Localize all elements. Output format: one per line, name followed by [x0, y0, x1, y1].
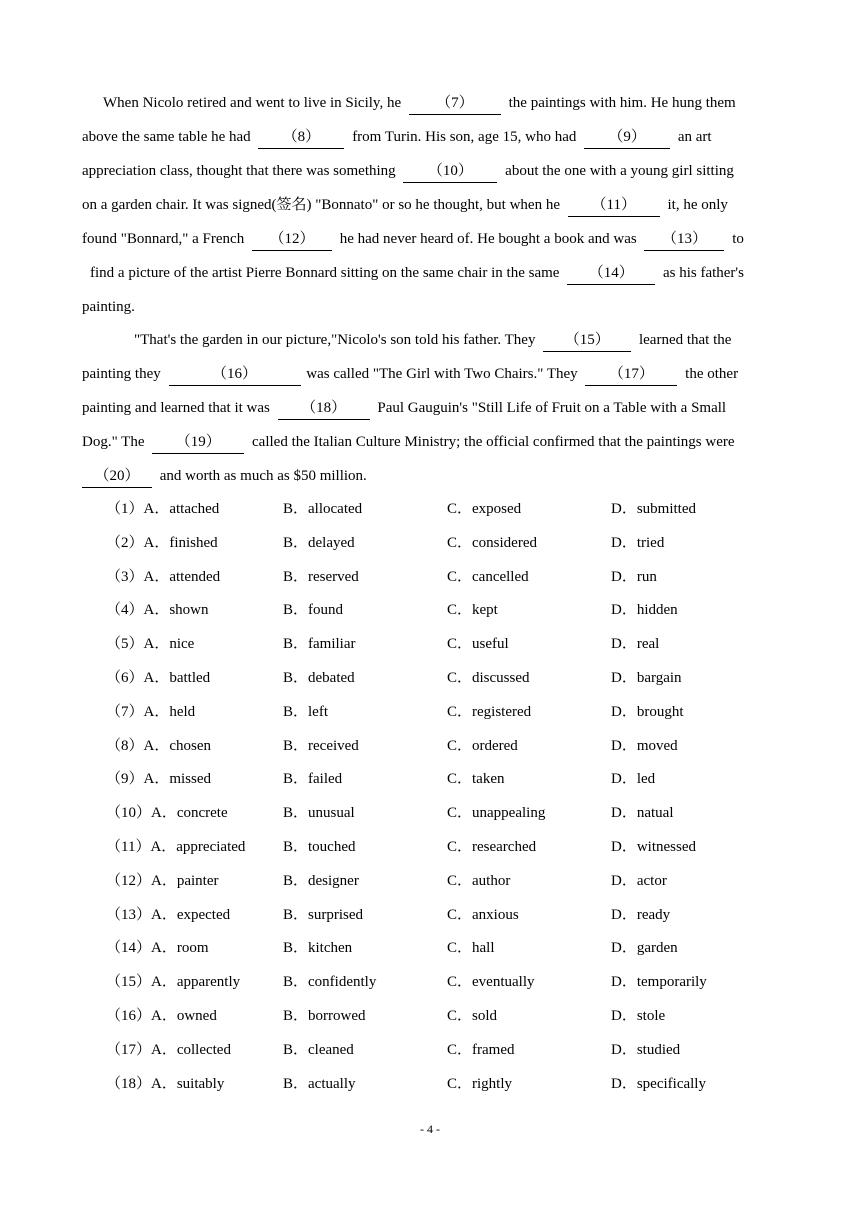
option-row [106, 695, 806, 729]
option-choice: B．delayed [283, 534, 355, 551]
blank-15: （15） [543, 329, 631, 352]
option-choice: B．allocated [283, 501, 363, 517]
passage-text: Paul Gauguin's "Still Life of Fruit on a Table with a Small [377, 400, 727, 416]
passage-text: he had never heard of. He bought a book and was [339, 231, 637, 247]
blank-18: （18） [278, 397, 370, 420]
option-choice: C．unappealing [447, 805, 546, 822]
option-choice: D．garden [611, 940, 678, 957]
passage-text: as his father's [662, 265, 744, 281]
option-choice: B．reserved [283, 568, 359, 585]
option-choice: B．familiar [283, 636, 356, 653]
passage-text: painting and learned that it was [82, 400, 270, 416]
blank-16: （16） [169, 363, 301, 386]
passage-text: and worth as much as $50 million. [159, 468, 367, 484]
passage-text: was called "The Girl with Two Chairs." They [306, 366, 578, 382]
option-choice: C．kept [447, 602, 498, 619]
option-choice: （12）A．painter [106, 872, 219, 889]
option-choice: D．hidden [611, 602, 678, 619]
option-choice: D．moved [611, 737, 678, 754]
option-choice: （4）A．shown [106, 602, 209, 619]
option-choice: （16）A．owned [106, 1008, 217, 1024]
option-choice: B．surprised [283, 906, 363, 923]
option-row [106, 931, 806, 965]
passage-line [82, 290, 782, 324]
passage-text: to [732, 231, 744, 247]
option-choice: B．received [283, 737, 359, 754]
option-choice: C．exposed [447, 501, 522, 517]
passage-text: find a picture of the artist Pierre Bonnard sitting on the same chair in the same [90, 265, 560, 281]
blank-19: （19） [152, 431, 244, 454]
blank-17: （17） [585, 363, 677, 386]
option-choice: C．author [447, 872, 511, 889]
option-choice: D．led [611, 771, 656, 788]
option-row [106, 492, 806, 526]
passage-line [82, 323, 834, 357]
passage-line [82, 188, 782, 222]
passage-line [82, 256, 790, 290]
option-row [106, 999, 806, 1033]
option-choice: C．useful [447, 636, 509, 653]
option-row [106, 661, 806, 695]
blank-13: （13） [644, 228, 724, 251]
option-choice: C．ordered [447, 737, 518, 754]
option-choice: B．borrowed [283, 1008, 366, 1024]
passage-text: When Nicolo retired and went to live in Sicily, he [103, 95, 402, 111]
option-choice: D．ready [611, 906, 671, 923]
option-choice: （11）A．appreciated [106, 839, 246, 855]
option-choice: D．submitted [611, 501, 696, 517]
option-choice: D．bargain [611, 670, 682, 686]
passage-text: from Turin. His son, age 15, who had [352, 129, 577, 145]
option-choice: C．sold [447, 1008, 498, 1024]
blank-10: （10） [403, 160, 497, 183]
option-choice: D．real [611, 636, 660, 653]
option-choice: B．failed [283, 771, 343, 788]
blank-11: （11） [568, 194, 660, 217]
option-choice: C．discussed [447, 670, 530, 686]
option-choice: D．stole [611, 1008, 666, 1024]
passage-text: appreciation class, thought that there was something [82, 163, 396, 179]
option-row [106, 1033, 806, 1067]
option-choice: C．framed [447, 1041, 515, 1058]
passage-line [82, 86, 803, 120]
passage-text: above the same table he had [82, 129, 251, 145]
option-row [106, 593, 806, 627]
passage-line [82, 391, 782, 425]
blank-7: （7） [409, 92, 501, 115]
option-choice: D．tried [611, 534, 665, 551]
passage-text: found "Bonnard," a French [82, 231, 245, 247]
passage-text: Dog." The [82, 434, 145, 450]
option-choice: B．actually [283, 1075, 356, 1092]
passage-line [82, 222, 782, 256]
passage-text: an art [677, 129, 712, 145]
blank-14: （14） [567, 262, 655, 285]
option-choice: （8）A．chosen [106, 737, 211, 754]
option-choice: B．kitchen [283, 940, 353, 957]
blank-12: （12） [252, 228, 332, 251]
option-choice: （15）A．apparently [106, 974, 241, 991]
option-row [106, 796, 806, 830]
option-choice: C．registered [447, 703, 532, 720]
option-row [106, 729, 806, 763]
passage-text: called the Italian Culture Ministry; the official confirmed that the paintings were [252, 434, 735, 450]
option-row [106, 898, 806, 932]
option-choice: D．witnessed [611, 839, 696, 855]
passage-line [82, 120, 782, 154]
option-row [106, 627, 806, 661]
option-choice: B．left [283, 703, 328, 720]
option-choice: （7）A．held [106, 703, 196, 720]
option-choice: B．confidently [283, 974, 377, 991]
option-choice: D．run [611, 568, 657, 585]
option-choice: （13）A．expected [106, 906, 231, 923]
option-choice: （6）A．battled [106, 670, 211, 686]
option-choice: C．hall [447, 940, 495, 957]
passage-line [82, 425, 782, 459]
option-choice: B．found [283, 602, 344, 619]
option-choice: （17）A．collected [106, 1041, 231, 1058]
option-choice: （14）A．room [106, 940, 209, 957]
option-choice: C．rightly [447, 1075, 513, 1092]
option-choice: C．anxious [447, 906, 519, 923]
option-choice: （2）A．finished [106, 534, 218, 551]
option-choice: B．cleaned [283, 1041, 354, 1058]
blank-9: （9） [584, 126, 670, 149]
passage-text: the other [685, 366, 739, 382]
option-choice: （10）A．concrete [106, 805, 228, 822]
option-choice: D．brought [611, 703, 684, 720]
option-row [106, 762, 806, 796]
option-choice: B．debated [283, 670, 355, 686]
passage-text: on a garden chair. It was signed(签名) "Bonnato" or so he thought, but when he [82, 197, 560, 213]
option-choice: （9）A．missed [106, 771, 212, 788]
option-choice: C．considered [447, 534, 537, 551]
option-choice: C．eventually [447, 974, 535, 991]
option-row [106, 526, 806, 560]
option-row [106, 1067, 806, 1101]
passage-line [82, 154, 782, 188]
option-choice: （5）A．nice [106, 636, 195, 653]
option-choice: C．researched [447, 839, 537, 855]
option-choice: B．touched [283, 839, 356, 855]
option-choice: （3）A．attended [106, 568, 221, 585]
passage-text: painting. [82, 299, 135, 315]
blank-8: （8） [258, 126, 344, 149]
option-choice: （18）A．suitably [106, 1075, 225, 1092]
passage-text: about the one with a young girl sitting [505, 163, 734, 179]
passage-line [82, 357, 782, 391]
option-choice: B．unusual [283, 805, 355, 822]
option-choice: D．specifically [611, 1075, 706, 1092]
passage-line [82, 459, 782, 493]
option-choice: D．natual [611, 805, 674, 822]
passage-text: it, he only [667, 197, 728, 213]
option-choice: D．studied [611, 1041, 681, 1058]
option-choice: B．designer [283, 872, 359, 889]
option-choice: D．temporarily [611, 974, 707, 991]
passage-text: learned that the [638, 332, 732, 348]
blank-20: （20） [82, 465, 152, 488]
option-row [106, 965, 806, 999]
passage-text: painting they [82, 366, 161, 382]
option-choice: （1）A．attached [106, 501, 220, 517]
option-choice: C．taken [447, 771, 505, 788]
option-row [106, 864, 806, 898]
passage-text: "That's the garden in our picture,"Nicolo's son told his father. They [134, 332, 536, 348]
option-choice: D．actor [611, 872, 667, 889]
passage-text: the paintings with him. He hung them [508, 95, 736, 111]
option-choice: C．cancelled [447, 568, 529, 585]
option-row [106, 830, 806, 864]
page-number: - 4 - [420, 1122, 440, 1136]
option-row [106, 560, 806, 594]
